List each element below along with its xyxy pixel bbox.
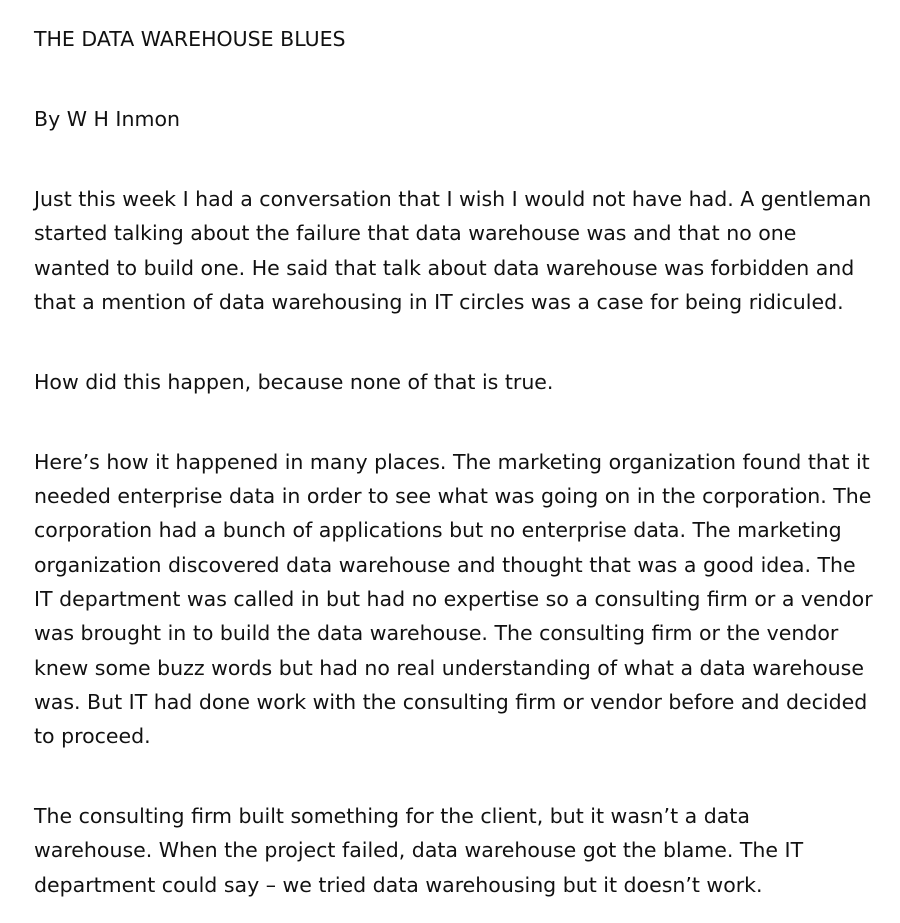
document-body	[34, 22, 874, 902]
paragraph-2: How did this happen, because none of that is true.	[34, 369, 554, 394]
paragraph-4: The consulting firm built something for the client, but it wasn’t a data warehouse. When the project failed, data warehouse got the blame. The IT department could say – we tried data warehousing but it doesn’t work.	[34, 804, 804, 897]
document-title: THE DATA WAREHOUSE BLUES	[34, 27, 346, 51]
paragraph-1: Just this week I had a conversation that I wish I would not have had. A gentleman started talking about the failure that data warehouse was and that no one wanted to build one. He said that talk about data warehouse was forbidden and that a mention of data warehousing in IT circles was a case for being ridiculed.	[34, 186, 872, 314]
paragraph-3: Here’s how it happened in many places. The marketing organization found that it needed enterprise data in order to see what was going on in the corporation. The corporation had a bunch of applications but no enterprise data. The marketing organization discovered data warehouse and thought that was a good idea. The IT department was called in but had no expertise so a consulting firm or a vendor was brought in to build the data warehouse. The consulting firm or the vendor knew some buzz words but had no real understanding of what a data warehouse was. But IT had done work with the consulting firm or vendor before and decided to proceed.	[34, 449, 873, 749]
byline: By W H Inmon	[34, 106, 180, 131]
